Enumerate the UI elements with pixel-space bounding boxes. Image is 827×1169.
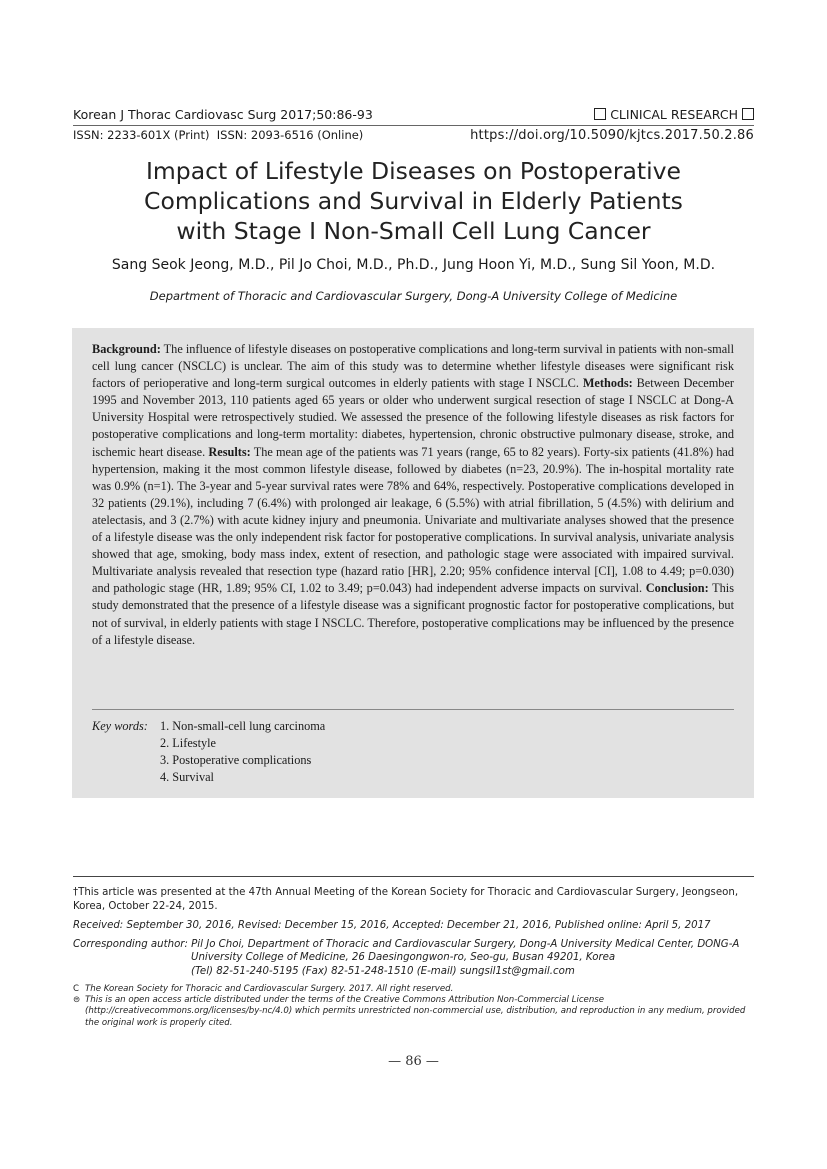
- authors: Sang Seok Jeong, M.D., Pil Jo Choi, M.D., Ph.D., Jung Hoon Yi, M.D., Sung Sil Yoon, M.D.: [111, 257, 716, 273]
- conclusion-text: This study demonstrated that the presence of a lifestyle disease was a significant prognostic factor for postoperative complications, but not of survival, in elderly patients with stage I NSCLC. Therefore, postoperative complications may be influenced by the presence of a lifestyle disease.: [92, 581, 734, 647]
- journal-citation: Korean J Thorac Cardiovasc Surg 2017;50:86-93: [73, 106, 373, 122]
- keyword-item: 3. Postoperative complications: [160, 753, 312, 768]
- license-icon: ⊜: [73, 995, 81, 1006]
- issn-doi-row: [73, 126, 754, 144]
- abstract-text: [92, 341, 734, 649]
- title-line: with Stage I Non-Small Cell Lung Cancer: [176, 217, 651, 245]
- running-header: [73, 104, 754, 124]
- keywords: [92, 718, 734, 786]
- copyright-text: The Korean Society for Thoracic and Cardiovascular Surgery. 2017. All right reserved.: [85, 984, 454, 994]
- affiliation: Department of Thoracic and Cardiovascular Surgery, Dong-A University College of Medicine: [149, 289, 678, 303]
- box-icon: [594, 108, 606, 120]
- section-label: [594, 107, 754, 122]
- keyword-item: 4. Survival: [160, 770, 214, 785]
- background-text: The influence of lifestyle diseases on postoperative complications and long-term survival in patients with non-small cell lung cancer (NSCLC) is unclear. The aim of this study was to determine whether lifestyle diseases were significant risk factors of perioperative and long-term surgical outcomes in elderly patients with stage I NSCLC.: [92, 342, 734, 391]
- corresponding-author: [73, 938, 754, 979]
- issn: ISSN: 2233-601X (Print) ISSN: 2093-6516 (Online): [73, 128, 364, 142]
- presented-note: †This article was presented at the 47th Annual Meeting of the Korean Society for Thoracic and Cardiovascular Surgery, Jeongseon, Korea, October 22-24, 2015.: [73, 887, 739, 912]
- doi-link[interactable]: https://doi.org/10.5090/kjtcs.2017.50.2.86: [470, 127, 754, 143]
- page-number: — 86 —: [388, 1054, 439, 1069]
- corr-line: Corresponding author: Pil Jo Choi, Department of Thoracic and Cardiovascular Surgery, Dong-A University Medical Center, DONG-A: [73, 938, 740, 950]
- keywords-list: [160, 718, 325, 786]
- license-text: This is an open access article distributed under the terms of the Creative Commons Attribution Non-Commercial License (http://creativecommons.org/licenses/by-nc/4.0) which permits unrestricted non-commercial use, distribution, and reproduction in any medium, provided the original work is properly cited.: [85, 995, 746, 1028]
- corr-line: University College of Medicine, 26 Daesingongwon-ro, Seo-gu, Busan 49201, Korea: [191, 952, 616, 963]
- footnotes: [73, 886, 754, 1029]
- section-label-text: CLINICAL RESEARCH: [610, 106, 738, 122]
- copyright-icon: C: [73, 984, 80, 994]
- box-icon: [742, 108, 754, 120]
- title-line: Impact of Lifestyle Diseases on Postoperative: [145, 157, 681, 185]
- article-title: [73, 156, 754, 246]
- copyright-block: [73, 984, 754, 1029]
- article-dates: Received: September 30, 2016, Revised: December 15, 2016, Accepted: December 21, 2016, Published online: April 5, 2017: [73, 920, 711, 931]
- footnote-rule: [73, 876, 754, 877]
- conclusion-label: Conclusion:: [645, 581, 709, 596]
- results-text: The mean age of the patients was 71 years (range, 65 to 82 years). Forty-six patients (41.8%) had hypertension, making it the most common lifestyle disease, followed by diabetes (n=23, 20.9%). The in-hospital mortality rate was 0.9% (n=1). The 3-year and 5-year survival rates were 78% and 64%, respectively. Postoperative complications developed in 32 patients (29.1%), including 7 (6.4%) with prolonged air leakage, 6 (5.5%) with atrial fibrillation, 5 (4.5%) with delirium and atelectasis, and 3 (2.7%) with acute kidney injury and pneumonia. Univariate and multivariate analyses showed that the presence of a lifestyle disease was the only independent risk factor for postoperative complications. In survival analysis, univariate analysis showed that age, smoking, body mass index, extent of resection, and pathologic stage were associated with impaired survival. Multivariate analysis revealed that resection type (hazard ratio [HR], 2.20; 95% confidence interval [CI], 1.08 to 4.49; p=0.030) and pathologic stage (HR, 1.89; 95% CI, 1.02 to 3.49; p=0.043) had independent adverse impacts on survival.: [92, 444, 735, 596]
- keywords-rule: [92, 709, 734, 710]
- abstract-box: [72, 328, 754, 798]
- methods-label: Methods:: [582, 376, 633, 391]
- results-label: Results:: [208, 444, 251, 459]
- methods-text: Between December 1995 and November 2013, 110 patients aged 65 years or older who underwent surgical resection of stage I NSCLC at Dong-A University Hospital were retrospectively studied. We assessed the presence of the following lifestyle diseases as risk factors for postoperative complications and long-term mortality: diabetes, hypertension, chronic obstructive pulmonary disease, stroke, and ischemic heart disease.: [92, 376, 735, 459]
- title-line: Complications and Survival in Elderly Patients: [144, 187, 683, 215]
- keyword-item: 2. Lifestyle: [160, 736, 217, 751]
- keyword-item: 1. Non-small-cell lung carcinoma: [160, 719, 326, 733]
- corr-line: (Tel) 82-51-240-5195 (Fax) 82-51-248-1510 (E-mail) sungsil1st@gmail.com: [191, 965, 575, 977]
- background-label: Background:: [92, 342, 161, 356]
- keywords-label: Key words:: [92, 719, 148, 733]
